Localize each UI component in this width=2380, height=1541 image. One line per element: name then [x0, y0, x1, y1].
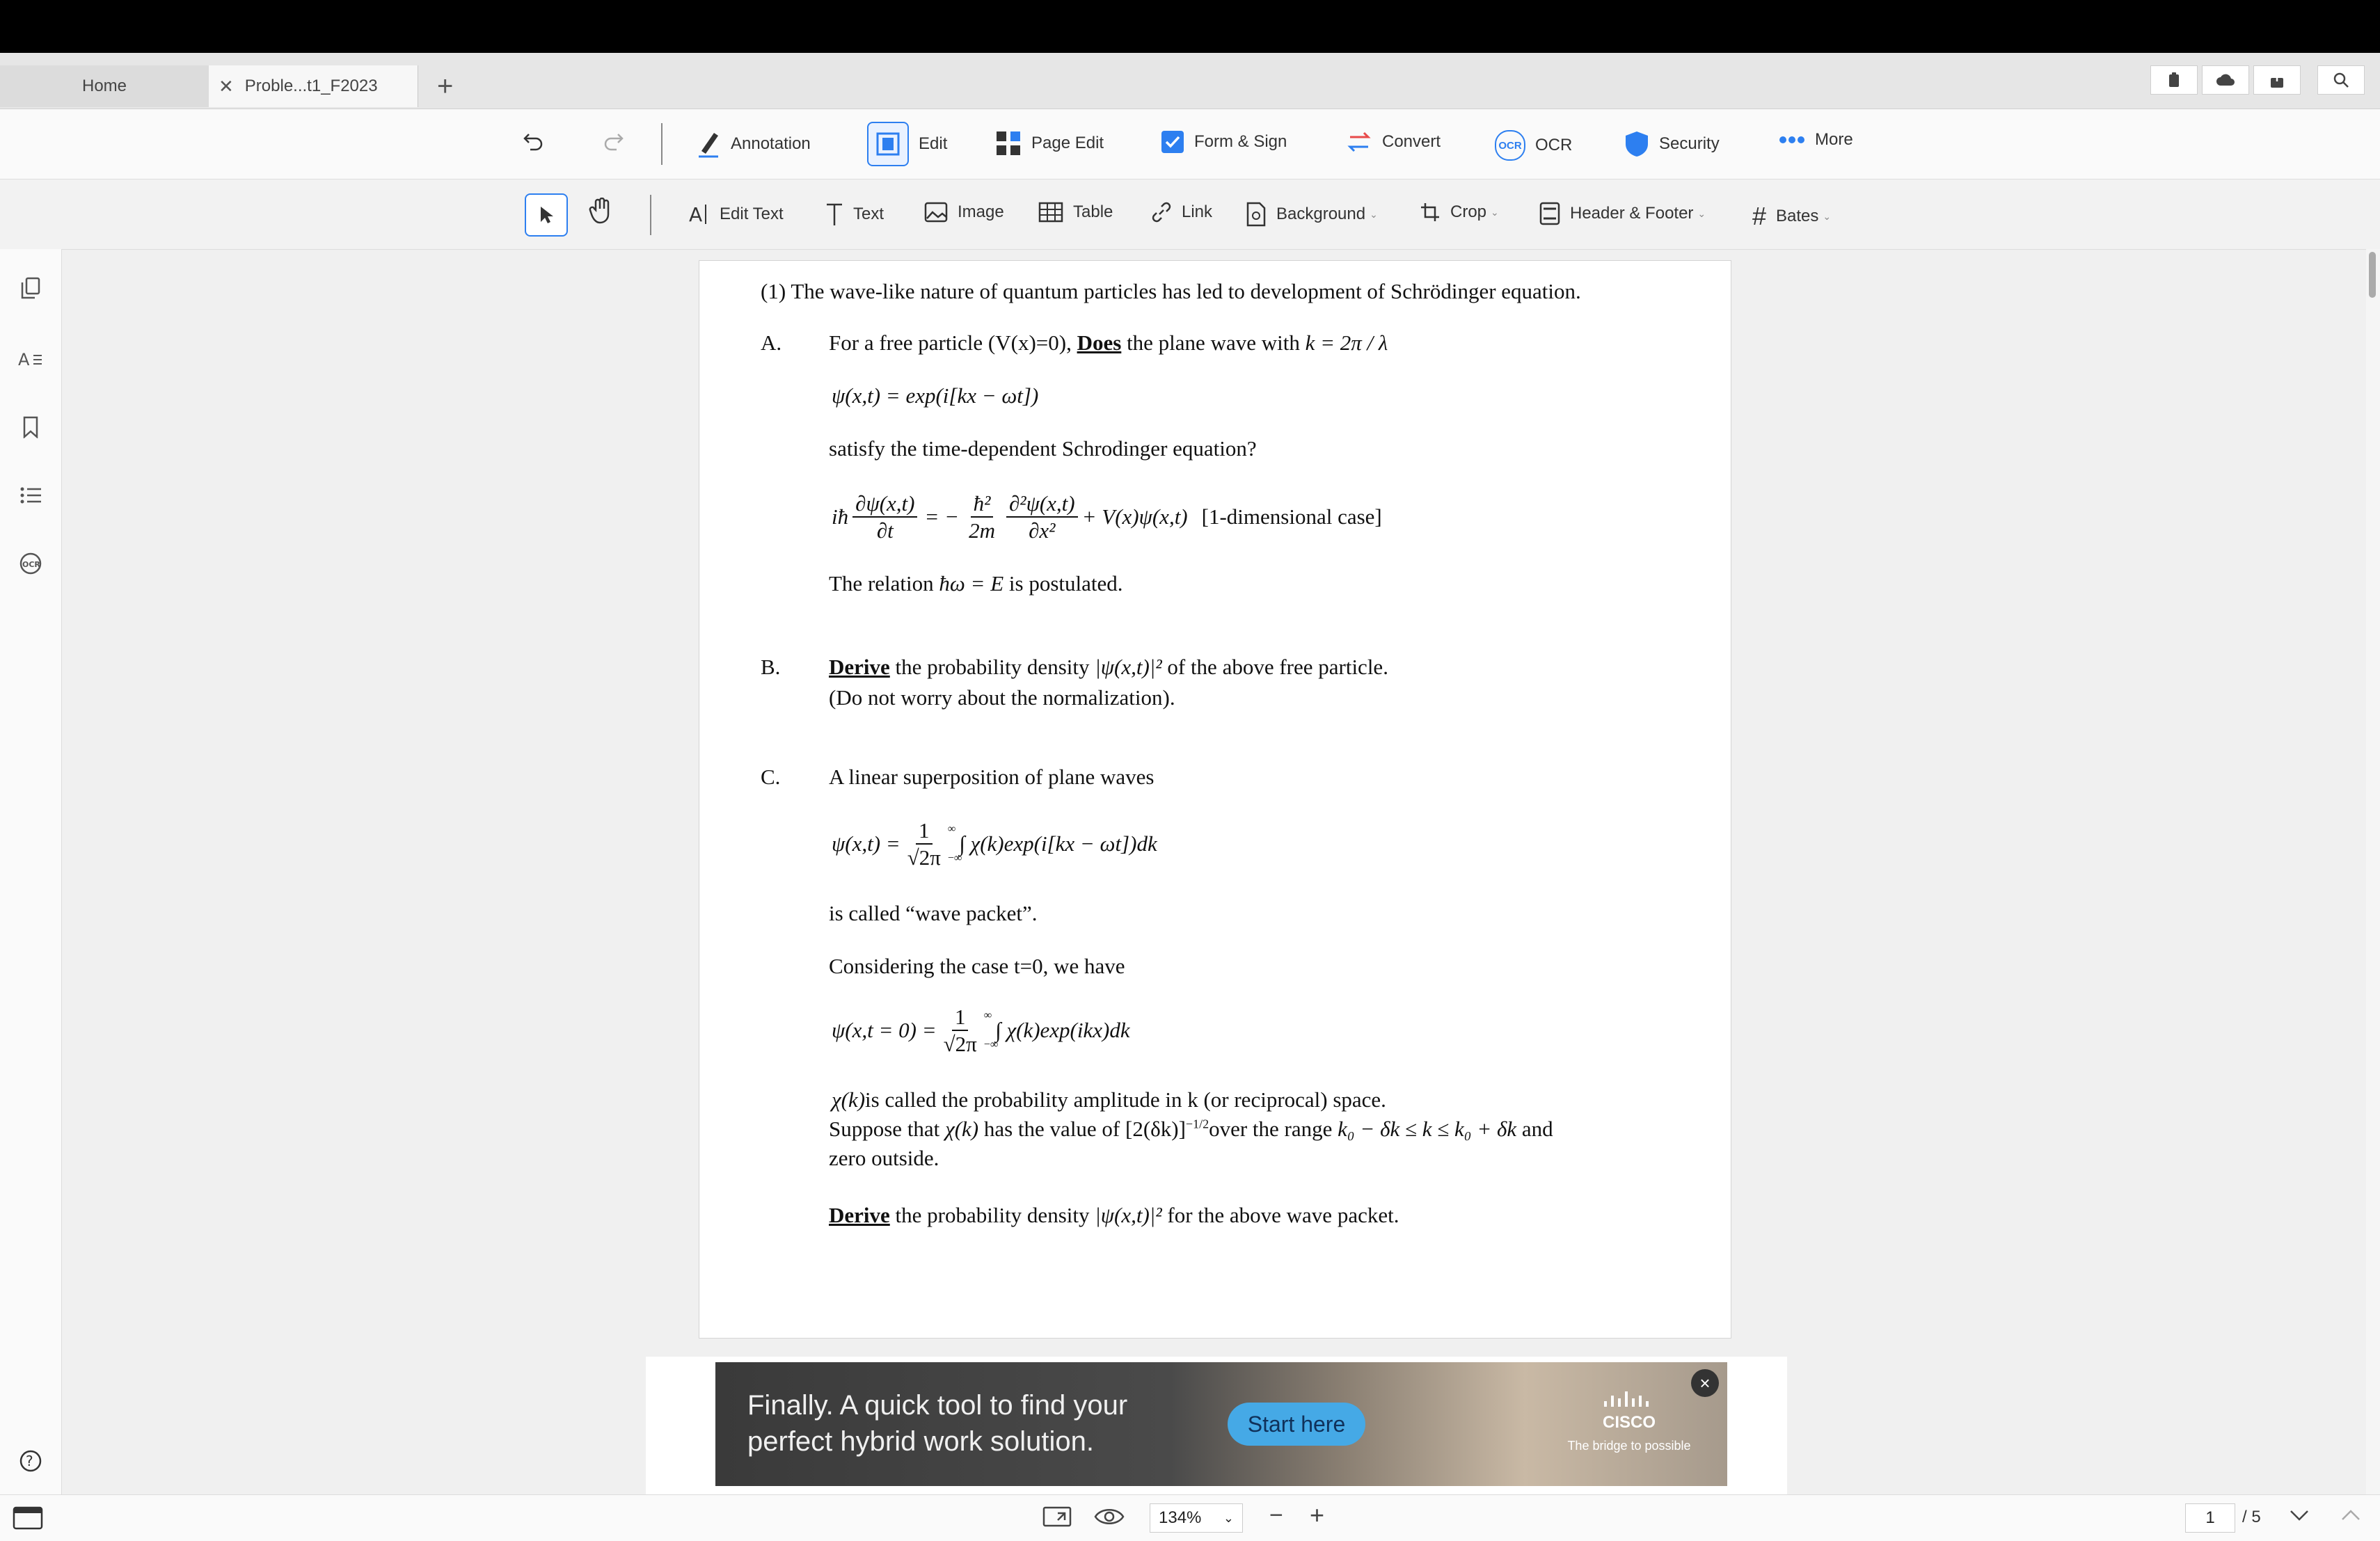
header-footer-label: Header & Footer [1570, 204, 1694, 223]
bates-label: Bates [1776, 207, 1819, 225]
link-icon [1151, 202, 1172, 223]
image-icon [924, 202, 948, 223]
chevron-down-icon: ⌄ [1697, 207, 1706, 219]
security-button[interactable] [1624, 130, 1720, 158]
image-label: Image [958, 202, 1004, 221]
page-edit-label: Page Edit [1031, 134, 1104, 152]
background-dropdown[interactable] [1246, 202, 1378, 227]
plane-wave-eq: ψ(x,t) = exp(i[kx − ωt]) [832, 383, 1039, 408]
svg-text:A: A [689, 203, 703, 226]
edit-text-label: Edit Text [720, 205, 784, 223]
more-button[interactable] [1779, 130, 1853, 150]
cisco-logo: CISCO [1556, 1390, 1702, 1432]
text-button[interactable] [825, 202, 884, 227]
edit-text-button[interactable] [689, 202, 784, 227]
relation-text: The relation ħω = E is postulated. [829, 571, 1123, 596]
pdf-page [699, 260, 1731, 1339]
part-b-note: (Do not worry about the normalization). [829, 685, 1175, 710]
part-b-text: Derive the probability density |ψ(x,t)|² of the above free particle. [829, 655, 1388, 679]
text-label: Text [853, 205, 884, 223]
page-total: / 5 [2242, 1508, 2261, 1526]
outline-list-icon[interactable] [17, 481, 45, 509]
table-icon [1038, 202, 1063, 223]
help-icon[interactable] [17, 1447, 45, 1475]
ellipsis-icon [1779, 136, 1805, 144]
edit-text-icon [689, 202, 710, 227]
part-c-label: C. [761, 765, 781, 789]
page-number-input[interactable]: 1 [2185, 1503, 2235, 1533]
crop-label: Crop [1450, 202, 1487, 221]
cisco-bars-icon [1601, 1390, 1657, 1408]
undo-button[interactable] [522, 129, 546, 152]
derive-keyword: Derive [829, 655, 890, 679]
left-sidebar [0, 249, 62, 1494]
tab-home-label: Home [81, 77, 127, 95]
vertical-scrollbar[interactable] [2366, 249, 2380, 1494]
previous-page-icon[interactable] [2341, 1509, 2361, 1525]
derive-keyword: Derive [829, 1203, 890, 1227]
tab-document[interactable] [209, 65, 418, 107]
crop-icon [1420, 202, 1441, 223]
redo-button[interactable] [601, 129, 625, 152]
convert-label: Convert [1382, 132, 1441, 151]
checkbox-icon [1161, 130, 1184, 154]
search-icon[interactable] [2317, 65, 2365, 95]
ad-start-button[interactable]: Start here [1228, 1403, 1365, 1446]
redo-icon [601, 129, 625, 152]
close-tab-icon[interactable]: ✕ [219, 75, 234, 97]
zoom-value: 134% [1159, 1508, 1202, 1527]
part-c-task: Derive the probability density |ψ(x,t)|² for the above wave packet. [829, 1203, 1399, 1227]
amplitude-description: χ(k)is called the probability amplitude in k (or reciprocal) space. [832, 1087, 1386, 1112]
ad-tagline: The bridge to possible [1567, 1439, 1691, 1453]
panel-toggle-icon[interactable] [13, 1506, 43, 1533]
select-tool-button[interactable] [525, 193, 568, 237]
table-button[interactable] [1038, 202, 1113, 223]
form-sign-label: Form & Sign [1194, 132, 1287, 151]
wave-number-eq: k = 2π / λ [1305, 330, 1388, 355]
chevron-down-icon: ⌄ [1223, 1510, 1234, 1525]
text-t-icon [825, 202, 843, 227]
zoom-in-button[interactable]: + [1310, 1501, 1325, 1529]
edit-icon [867, 122, 909, 166]
question-heading: (1) The wave-like nature of quantum particles has led to development of Schrödinger equation. [761, 279, 1581, 303]
zoom-out-button[interactable]: − [1269, 1502, 1283, 1528]
background-icon [1246, 202, 1267, 227]
amplitude-range: Suppose that χ(k) has the value of $[2(\delta k)]^{-1/2}over$ the range k₀ − δk ≤ k ≤ k₀ + δk and [829, 1117, 1553, 1141]
convert-icon [1346, 130, 1372, 154]
background-label: Background [1276, 205, 1366, 223]
schrodinger-equation: iħ $\frac{\partial\psi(x,t)}{\partial t}$ = − $\frac{\text{ħ²}}{2m}$ $\frac{\text{∂²ψ(x,t)}}{\text{∂x²}}$ + V(x)ψ(x,t) [1-dimensional case] [832, 491, 1382, 543]
part-a-intro: For a free particle (V(x)=0), Does the plane wave with k = 2π / λ [829, 330, 1388, 355]
security-label: Security [1659, 134, 1720, 153]
part-a-question: satisfy the time-dependent Schrodinger equation? [829, 436, 1257, 461]
shield-icon [1624, 130, 1649, 158]
tab-home[interactable] [0, 65, 209, 107]
zero-outside: zero outside. [829, 1146, 939, 1170]
part-a-label: A. [761, 330, 782, 355]
share-icon[interactable] [2253, 65, 2301, 95]
header-footer-dropdown[interactable] [1539, 202, 1706, 225]
svg-text:?: ? [26, 1453, 33, 1469]
tab-bar [0, 53, 2380, 109]
cursor-arrow-icon [538, 205, 555, 225]
read-mode-icon[interactable] [1094, 1506, 1125, 1531]
chevron-down-icon: ⌄ [1823, 210, 1832, 222]
part-c-intro: A linear superposition of plane waves [829, 765, 1155, 789]
hash-icon: # [1752, 202, 1767, 230]
crop-dropdown[interactable] [1420, 202, 1499, 223]
toolbar-divider [661, 123, 663, 165]
cloud-icon[interactable] [2202, 65, 2249, 95]
tab-document-label: Proble...t1_F2023 [244, 77, 378, 95]
pages-icon[interactable] [17, 274, 45, 302]
undo-icon [522, 129, 546, 152]
zoom-select[interactable] [1150, 1503, 1243, 1533]
svg-text:A: A [18, 350, 30, 368]
ocr-icon[interactable] [17, 550, 45, 577]
wave-packet-equation: ψ(x,t) = $\frac{1}{√2\pi}$ ∞ −∞ ∫ χ(k)exp(i[kx − ωt])dk [832, 818, 1157, 870]
t-zero-equation: ψ(x,t = 0) = $\frac{1}{√2\pi}$ ∞ −∞ ∫ χ(k)exp(ikx)dk [832, 1005, 1130, 1057]
more-label: More [1815, 130, 1853, 149]
page-grid-icon [995, 130, 1022, 157]
status-bar [0, 1494, 2380, 1541]
page-edit-button[interactable] [995, 130, 1104, 157]
header-footer-icon [1539, 202, 1560, 225]
link-label: Link [1182, 202, 1213, 221]
pen-icon [696, 130, 721, 158]
bookmark-icon[interactable] [17, 413, 45, 441]
t-zero-case: Considering the case t=0, we have [829, 954, 1125, 978]
svg-text:OCR: OCR [22, 560, 40, 569]
annotation-button[interactable] [696, 130, 811, 158]
edit-label: Edit [919, 134, 948, 153]
hand-tool-button[interactable] [589, 198, 612, 224]
image-button[interactable] [924, 202, 1004, 223]
title-bar [0, 0, 2380, 53]
form-sign-button[interactable] [1161, 130, 1287, 154]
next-page-icon[interactable] [2290, 1509, 2309, 1525]
wave-packet-definition: is called “wave packet”. [829, 901, 1038, 925]
clipboard-icon[interactable] [2150, 65, 2198, 95]
chevron-down-icon: ⌄ [1370, 208, 1378, 220]
annotation-label: Annotation [731, 134, 811, 153]
does-keyword: Does [1077, 330, 1122, 355]
link-button[interactable] [1151, 202, 1212, 223]
dimension-note: [1-dimensional case] [1201, 504, 1382, 529]
ocr-label: OCR [1535, 136, 1573, 154]
ad-text: Finally. A quick tool to find your perfect hybrid work solution. [747, 1390, 1128, 1457]
bates-dropdown[interactable] [1752, 202, 1831, 231]
hand-icon [589, 198, 612, 224]
plus-icon: + [437, 70, 454, 102]
ocr-icon: OCR [1495, 130, 1525, 161]
edit-toolbar [0, 179, 2380, 250]
new-tab-button[interactable] [437, 67, 453, 106]
convert-button[interactable] [1346, 130, 1441, 154]
ad-banner[interactable] [715, 1362, 1727, 1486]
toolbar-divider [650, 195, 651, 235]
table-label: Table [1073, 202, 1113, 221]
text-recognition-icon[interactable] [17, 345, 45, 373]
scrollbar-thumb[interactable] [2369, 252, 2376, 298]
close-icon[interactable]: × [1691, 1369, 1719, 1397]
main-toolbar [0, 109, 2380, 179]
chevron-down-icon: ⌄ [1491, 206, 1499, 218]
fit-page-icon[interactable] [1042, 1505, 1073, 1532]
edit-button[interactable] [867, 122, 947, 166]
ocr-button[interactable] [1495, 130, 1572, 161]
part-b-label: B. [761, 655, 781, 679]
